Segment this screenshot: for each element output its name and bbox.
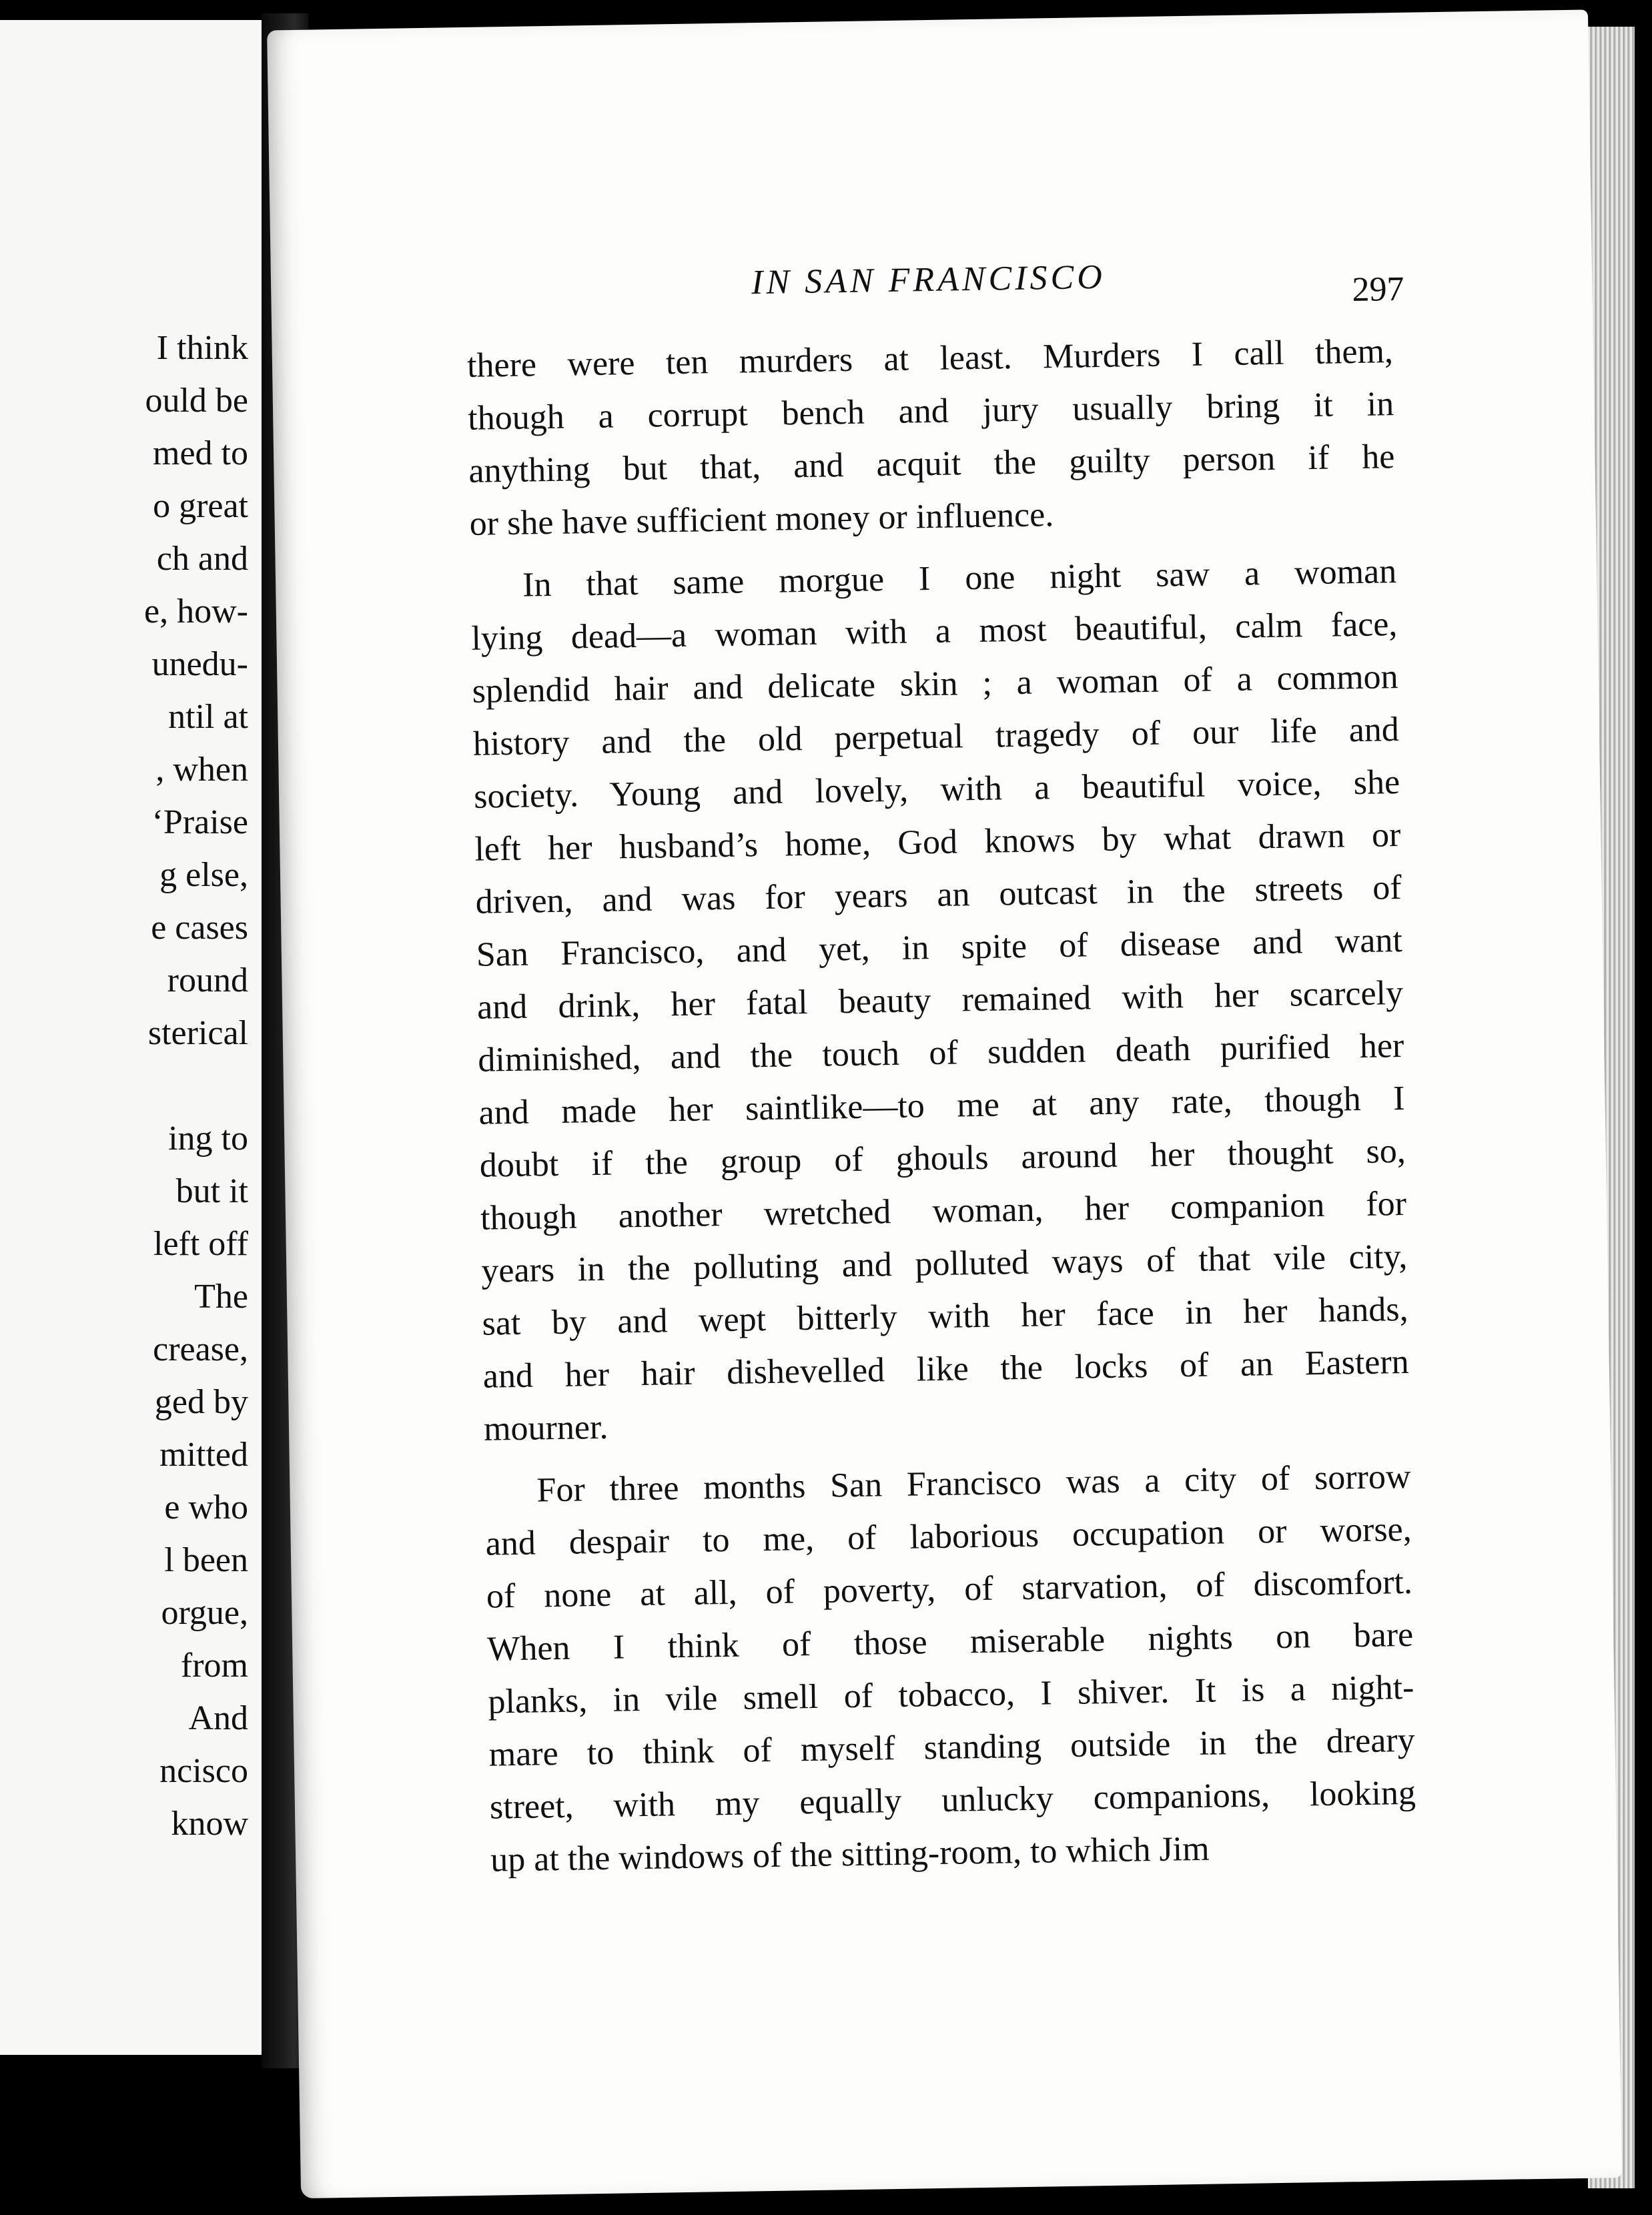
text-line: street, with my equally unlucky companions, looking bbox=[489, 1773, 1416, 1827]
text-line: mare to think of myself standing outside in the dreary bbox=[488, 1721, 1416, 1774]
right-page bbox=[267, 9, 1622, 2198]
text-line: planks, in vile smell of tobacco, I shiver. It is a night- bbox=[488, 1668, 1414, 1721]
text-line: splendid hair and delicate skin ; a woman of a common bbox=[472, 658, 1398, 711]
paragraph bbox=[470, 545, 1410, 1456]
text-line: doubt if the group of ghouls around her thought so, bbox=[479, 1132, 1406, 1185]
page-number: 297 bbox=[1351, 270, 1404, 310]
paragraph bbox=[466, 325, 1396, 550]
left-page-line: I think bbox=[156, 329, 248, 367]
left-page-line: crease, bbox=[153, 1330, 248, 1368]
left-page-text bbox=[0, 322, 248, 1850]
text-line: history and the old perpetual tragedy of our life and bbox=[472, 711, 1400, 763]
left-page-line: unedu- bbox=[151, 645, 248, 683]
left-page-line: The bbox=[194, 1278, 248, 1316]
text-line: driven, and was for years an outcast in the streets of bbox=[475, 869, 1402, 921]
text-line: lying dead—a woman with a most beautiful, calm face, bbox=[471, 605, 1398, 658]
left-page-line: , when bbox=[155, 751, 248, 789]
left-page-line: sterical bbox=[147, 1014, 248, 1052]
text-line: left her husband’s home, God knows by what drawn or bbox=[474, 816, 1401, 869]
left-page-line: e cases bbox=[151, 909, 248, 947]
left-page-line: but it bbox=[175, 1172, 248, 1210]
text-line: sat by and wept bitterly with her face in her hands, bbox=[482, 1290, 1408, 1343]
left-page-line: ntil at bbox=[168, 698, 248, 736]
paragraph bbox=[484, 1450, 1417, 1887]
text-line: San Francisco, and yet, in spite of disease and want bbox=[476, 921, 1403, 974]
left-page-line: ch and bbox=[156, 540, 248, 578]
text-line: mourner. bbox=[483, 1408, 608, 1448]
left-page-line: g else, bbox=[159, 856, 248, 894]
running-head: IN SAN FRANCISCO bbox=[751, 258, 1106, 302]
text-line: up at the windows of the sitting-room, to which Jim bbox=[490, 1829, 1210, 1879]
left-page-line: ncisco bbox=[159, 1752, 248, 1790]
left-page-line: know bbox=[171, 1805, 248, 1843]
text-line: years in the polluting and polluted ways of that vile city, bbox=[480, 1237, 1408, 1290]
text-line: and her hair dishevelled like the locks of an Eastern bbox=[482, 1342, 1410, 1396]
text-line: For three months San Francisco was a city of sorrow bbox=[536, 1457, 1411, 1510]
text-line: anything but that, and acquit the guilty person if he bbox=[468, 438, 1395, 490]
left-page-line: ould be bbox=[145, 382, 248, 420]
text-line: and despair to me, of laborious occupation or worse, bbox=[485, 1510, 1412, 1563]
left-page-line: And bbox=[188, 1699, 248, 1737]
text-line: though a corrupt bench and jury usually bring it in bbox=[467, 385, 1394, 438]
left-page-line: orgue, bbox=[161, 1594, 248, 1632]
text-line: though another wretched woman, her companion for bbox=[480, 1184, 1407, 1238]
left-page-line: l been bbox=[164, 1541, 248, 1579]
text-line: there were ten murders at least. Murders I call them, bbox=[466, 332, 1394, 385]
left-page-line: ing to bbox=[168, 1120, 248, 1158]
text-line: and made her saintlike—to me at any rate, though I bbox=[478, 1079, 1405, 1132]
left-page-line: e, how- bbox=[144, 592, 248, 630]
text-line: diminished, and the touch of sudden death purified her bbox=[477, 1026, 1404, 1079]
body-text bbox=[466, 325, 1416, 1887]
text-line: and drink, her fatal beauty remained with her scarcely bbox=[476, 973, 1404, 1027]
left-page-line: ged by bbox=[154, 1383, 248, 1421]
text-line: of none at all, of poverty, of starvation, of discomfort. bbox=[486, 1563, 1413, 1616]
text-line: In that same morgue I one night saw a woman bbox=[522, 552, 1397, 604]
text-line: society. Young and lovely, with a beautiful voice, she bbox=[473, 763, 1400, 816]
left-page-line: o great bbox=[153, 487, 248, 525]
left-facing-page bbox=[0, 20, 262, 2055]
left-page-line: round bbox=[167, 961, 248, 999]
left-page-line: ‘Praise bbox=[151, 803, 248, 841]
left-page-line bbox=[0, 1059, 248, 1112]
text-line: or she have sufficient money or influence. bbox=[469, 496, 1054, 543]
left-page-line: from bbox=[180, 1647, 248, 1685]
left-page-line: med to bbox=[153, 434, 248, 472]
left-page-line: mitted bbox=[159, 1436, 248, 1474]
left-page-line: left off bbox=[153, 1225, 248, 1263]
text-line: When I think of those miserable nights on bare bbox=[486, 1615, 1414, 1669]
left-page-line: e who bbox=[164, 1488, 248, 1526]
